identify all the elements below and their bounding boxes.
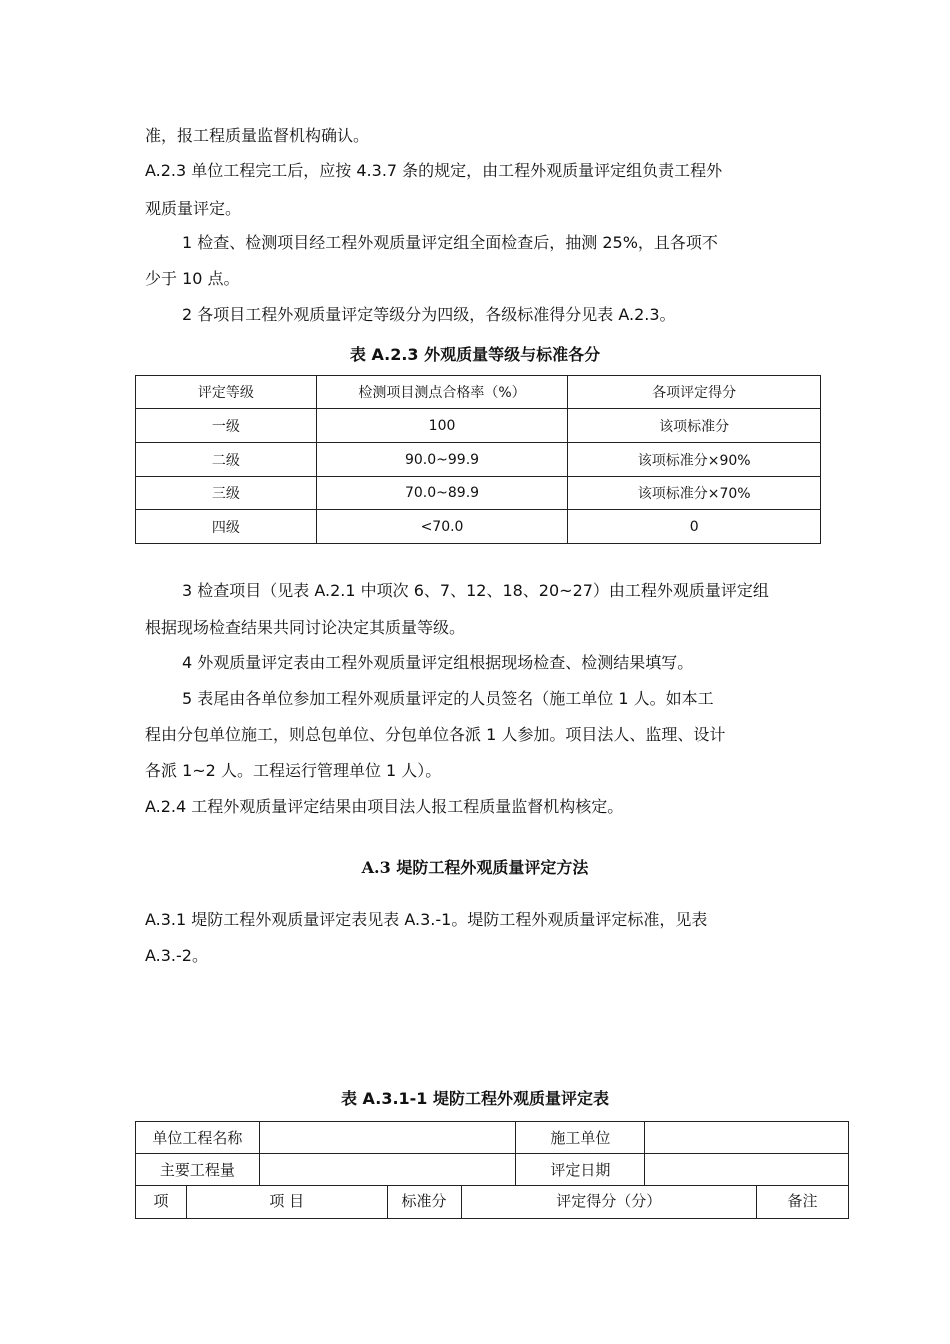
label-evaluation-date: 评定日期 [516, 1154, 645, 1186]
table-cell: 一级 [136, 409, 317, 443]
table-header: 项 目 [186, 1186, 387, 1219]
grade-table [135, 375, 821, 544]
table-row [136, 477, 821, 510]
paragraph-item3-line2: 根据现场检查结果共同讨论决定其质量等级。 [145, 618, 466, 637]
table1-caption: 表 A.2.3 外观质量等级与标准各分 [349, 345, 601, 364]
paragraph-item5-line2: 程由分包单位施工，则总包单位、分包单位各派 1 人参加。项目法人、监理、设计 [145, 725, 726, 744]
paragraph-item4: 4 外观质量评定表由工程外观质量评定组根据现场检查、检测结果填写。 [182, 653, 694, 672]
table-header: 备注 [757, 1186, 849, 1219]
label-main-quantity: 主要工程量 [136, 1154, 260, 1186]
table-row [136, 510, 821, 544]
table-cell: 该项标准分 [568, 409, 821, 443]
table-cell: 该项标准分×70% [568, 477, 821, 510]
paragraph-item1-line2: 少于 10 点。 [145, 269, 240, 288]
field-unit-project-name [259, 1122, 516, 1154]
table-row [136, 409, 821, 443]
table-cell: 100 [316, 409, 568, 443]
paragraph-a23-line1: A.2.3 单位工程完工后，应按 4.3.7 条的规定，由工程外观质量评定组负责工程外 [145, 161, 723, 180]
paragraph-item5-line3: 各派 1~2 人。工程运行管理单位 1 人）。 [145, 761, 442, 780]
table-header: 检测项目测点合格率（%） [316, 376, 568, 409]
paragraph-a23-line2: 观质量评定。 [145, 199, 242, 218]
table-header: 项 [136, 1186, 187, 1219]
label-unit-project-name: 单位工程名称 [136, 1122, 260, 1154]
paragraph-item1-line1: 1 检查、检测项目经工程外观质量评定组全面检查后，抽测 25%，且各项不 [182, 233, 718, 252]
field-main-quantity [259, 1154, 516, 1186]
table-cell: 0 [568, 510, 821, 544]
table-header: 各项评定得分 [568, 376, 821, 409]
table-cell: 二级 [136, 443, 317, 477]
table-cell: 70.0~89.9 [316, 477, 568, 510]
paragraph-item5-line1: 5 表尾由各单位参加工程外观质量评定的人员签名（施工单位 1 人。如本工 [182, 689, 714, 708]
paragraph-a31-line1: A.3.1 堤防工程外观质量评定表见表 A.3.-1。堤防工程外观质量评定标准，见表 [145, 910, 708, 929]
table-cell: 90.0~99.9 [316, 443, 568, 477]
paragraph-item2: 2 各项目工程外观质量评定等级分为四级，各级标准得分见表 A.2.3。 [182, 305, 676, 324]
table2-caption: 表 A.3.1-1 堤防工程外观质量评定表 [340, 1089, 610, 1108]
paragraph-item3-line1: 3 检查项目（见表 A.2.1 中项次 6、7、12、18、20~27）由工程外观质量评定组 [182, 581, 769, 600]
table-cell: 四级 [136, 510, 317, 544]
field-evaluation-date [645, 1154, 849, 1186]
evaluation-form-table [135, 1121, 849, 1219]
label-construction-unit: 施工单位 [516, 1122, 645, 1154]
table-cell: 三级 [136, 477, 317, 510]
field-construction-unit [645, 1122, 849, 1154]
table-cell: <70.0 [316, 510, 568, 544]
table-header: 标准分 [387, 1186, 461, 1219]
section-heading: A.3 堤防工程外观质量评定方法 [361, 858, 589, 877]
table-header: 评定得分（分） [461, 1186, 757, 1219]
paragraph-a24: A.2.4 工程外观质量评定结果由项目法人报工程质量监督机构核定。 [145, 797, 624, 816]
table-cell: 该项标准分×90% [568, 443, 821, 477]
table-header: 评定等级 [136, 376, 317, 409]
table-row [136, 443, 821, 477]
paragraph-a31-line2: A.3.-2。 [145, 946, 208, 965]
paragraph-1: 准，报工程质量监督机构确认。 [145, 126, 370, 145]
